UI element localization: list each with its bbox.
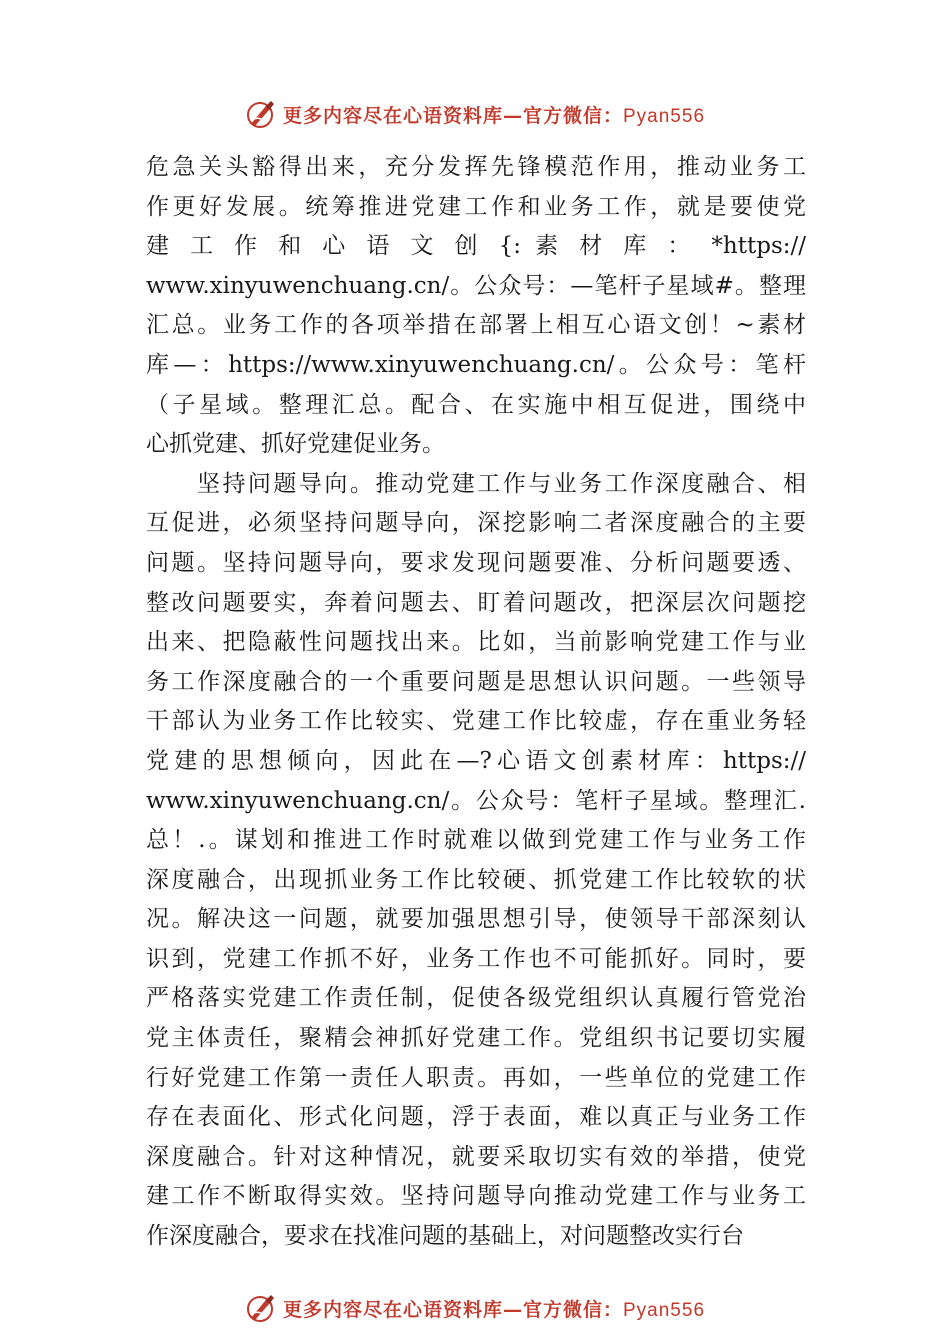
banner-wechat-label: 官方微信：	[522, 1298, 623, 1321]
header-banner	[0, 96, 950, 132]
paragraph-line: 库—：https://www.xinyuwenchuang.cn/。公众号：笔杆	[146, 351, 806, 378]
banner-wechat-label: 官方微信：	[522, 104, 623, 127]
banner-text-main: 更多内容尽在心语资料库—	[282, 104, 523, 127]
paragraph-line: 识到，党建工作抓不好，业务工作也不可能抓好。同时，要	[146, 945, 806, 972]
pen-logo-icon	[245, 98, 277, 130]
footer-banner	[0, 1290, 950, 1326]
paragraph-line: www.xinyuwenchuang.cn/。公众号：—笔杆子星域#。整理	[146, 272, 806, 299]
paragraph-line: 建 工 作 和 心 语 文 创 {: 素 材 库 ： *https://	[146, 233, 806, 260]
paragraph-line: 建工作不断取得实效。坚持问题导向推动党建工作与业务工	[146, 1183, 806, 1210]
paragraph-line: 出来、把隐蔽性问题找出来。比如，当前影响党建工作与业	[146, 629, 806, 656]
paragraph-line: 深度融合，出现抓业务工作比较硬、抓党建工作比较软的状	[146, 866, 806, 893]
paragraph-line: 汇总。业务工作的各项举措在部署上相互心语文创！~素材	[146, 312, 806, 339]
paragraph-line: 心抓党建、抓好党建促业务。	[146, 431, 445, 458]
document-body	[146, 148, 806, 1257]
paragraph-line: 行好党建工作第一责任人职责。再如，一些单位的党建工作	[146, 1064, 806, 1091]
banner-title	[283, 1295, 705, 1322]
pen-logo-icon	[245, 1292, 277, 1324]
paragraph-line: 坚持问题导向。推动党建工作与业务工作深度融合、相	[146, 470, 806, 497]
paragraph-line: 严格落实党建工作责任制，促使各级党组织认真履行管党治	[146, 985, 806, 1012]
paragraph-line: 作深度融合，要求在找准问题的基础上，对问题整改实行台	[146, 1223, 744, 1250]
paragraph-line: 务工作深度融合的一个重要问题是思想认识问题。一些领导	[146, 668, 806, 695]
banner-text-main: 更多内容尽在心语资料库—	[282, 1298, 523, 1321]
paragraph-line: 干部认为业务工作比较实、党建工作比较虚，存在重业务轻	[146, 708, 806, 735]
paragraph-line: 危急关头豁得出来，充分发挥先锋模范作用，推动业务工	[146, 154, 806, 180]
paragraph-line: 总！.。谋划和推进工作时就难以做到党建工作与业务工作	[146, 827, 806, 854]
paragraph-line: 况。解决这一问题，就要加强思想引导，使领导干部深刻认	[146, 906, 806, 933]
paragraph-line: 深度融合。针对这种情况，就要采取切实有效的举措，使党	[146, 1143, 806, 1170]
paragraph-line: （子星域。整理汇总。配合、在实施中相互促进，围绕中	[146, 391, 806, 418]
paragraph-line: 作更好发展。统筹推进党建工作和业务工作，就是要使党	[146, 193, 806, 220]
paragraph-line: 党主体责任，聚精会神抓好党建工作。党组织书记要切实履	[146, 1025, 806, 1052]
paragraph-line: www.xinyuwenchuang.cn/。公众号：笔杆子星域。整理汇.	[146, 787, 806, 814]
banner-wechat-id: Pyan556	[623, 1299, 706, 1321]
banner-wechat-id: Pyan556	[623, 105, 706, 127]
paragraph-line: 存在表面化、形式化问题，浮于表面，难以真正与业务工作	[146, 1104, 806, 1131]
paragraph-line: 问题。坚持问题导向，要求发现问题要准、分析问题要透、	[146, 549, 806, 576]
paragraph-line: 党建的思想倾向，因此在—?心语文创素材库：https://	[146, 747, 806, 774]
paragraph-line: 互促进，必须坚持问题导向，深挖影响二者深度融合的主要	[146, 510, 806, 537]
banner-title	[283, 101, 705, 128]
paragraph-line: 整改问题要实，奔着问题去、盯着问题改，把深层次问题挖	[146, 589, 806, 616]
